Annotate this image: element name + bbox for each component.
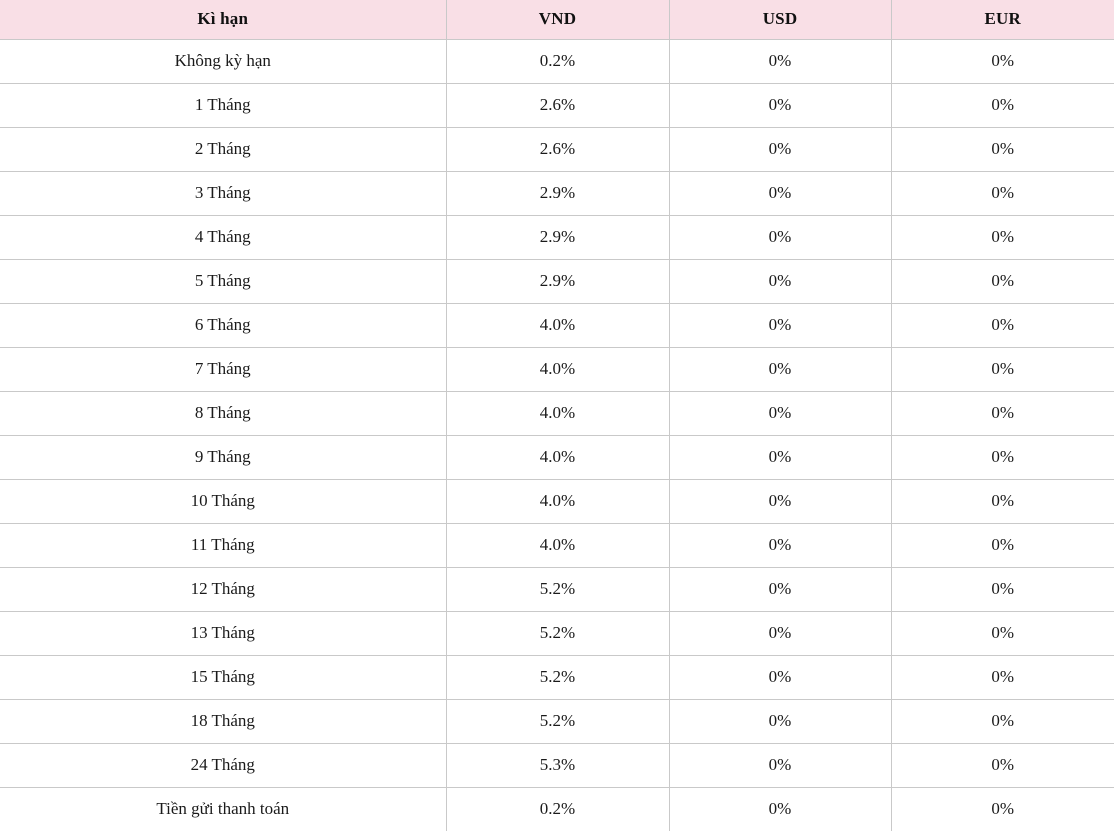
cell-vnd: 5.2%	[446, 612, 669, 656]
cell-term: 2 Tháng	[0, 128, 446, 172]
table-row	[0, 568, 1114, 612]
cell-vnd: 4.0%	[446, 436, 669, 480]
cell-usd: 0%	[669, 480, 891, 524]
cell-eur: 0%	[891, 260, 1114, 304]
cell-term: 4 Tháng	[0, 216, 446, 260]
cell-eur: 0%	[891, 128, 1114, 172]
cell-vnd: 4.0%	[446, 348, 669, 392]
cell-eur: 0%	[891, 172, 1114, 216]
cell-vnd: 2.6%	[446, 128, 669, 172]
cell-eur: 0%	[891, 216, 1114, 260]
cell-usd: 0%	[669, 216, 891, 260]
table-row	[0, 744, 1114, 788]
cell-eur: 0%	[891, 612, 1114, 656]
cell-vnd: 5.2%	[446, 656, 669, 700]
cell-term: 3 Tháng	[0, 172, 446, 216]
cell-term: 18 Tháng	[0, 700, 446, 744]
cell-eur: 0%	[891, 436, 1114, 480]
table-row	[0, 128, 1114, 172]
cell-usd: 0%	[669, 260, 891, 304]
cell-eur: 0%	[891, 744, 1114, 788]
cell-vnd: 2.9%	[446, 216, 669, 260]
table-header-row	[0, 0, 1114, 40]
cell-term: 10 Tháng	[0, 480, 446, 524]
table-row	[0, 436, 1114, 480]
cell-eur: 0%	[891, 568, 1114, 612]
cell-vnd: 5.2%	[446, 568, 669, 612]
cell-eur: 0%	[891, 304, 1114, 348]
cell-eur: 0%	[891, 348, 1114, 392]
cell-term: 6 Tháng	[0, 304, 446, 348]
cell-vnd: 2.9%	[446, 260, 669, 304]
column-header-vnd: VND	[446, 0, 669, 40]
cell-term: 12 Tháng	[0, 568, 446, 612]
cell-usd: 0%	[669, 40, 891, 84]
cell-usd: 0%	[669, 172, 891, 216]
table-row	[0, 260, 1114, 304]
table-row	[0, 700, 1114, 744]
cell-usd: 0%	[669, 84, 891, 128]
cell-usd: 0%	[669, 392, 891, 436]
cell-vnd: 4.0%	[446, 304, 669, 348]
cell-vnd: 4.0%	[446, 480, 669, 524]
cell-usd: 0%	[669, 304, 891, 348]
table-row	[0, 612, 1114, 656]
table-body	[0, 40, 1114, 831]
table-row	[0, 524, 1114, 568]
cell-term: 5 Tháng	[0, 260, 446, 304]
cell-usd: 0%	[669, 128, 891, 172]
table-row	[0, 40, 1114, 84]
cell-usd: 0%	[669, 612, 891, 656]
cell-eur: 0%	[891, 788, 1114, 831]
cell-vnd: 5.3%	[446, 744, 669, 788]
table-row	[0, 172, 1114, 216]
table-row	[0, 392, 1114, 436]
cell-usd: 0%	[669, 348, 891, 392]
cell-term: 8 Tháng	[0, 392, 446, 436]
cell-usd: 0%	[669, 568, 891, 612]
cell-eur: 0%	[891, 656, 1114, 700]
table-row	[0, 788, 1114, 831]
cell-vnd: 2.6%	[446, 84, 669, 128]
cell-eur: 0%	[891, 84, 1114, 128]
cell-vnd: 2.9%	[446, 172, 669, 216]
cell-usd: 0%	[669, 656, 891, 700]
cell-usd: 0%	[669, 436, 891, 480]
column-header-term: Kì hạn	[0, 0, 446, 40]
cell-usd: 0%	[669, 524, 891, 568]
table-row	[0, 348, 1114, 392]
cell-usd: 0%	[669, 744, 891, 788]
column-header-usd: USD	[669, 0, 891, 40]
cell-vnd: 5.2%	[446, 700, 669, 744]
cell-eur: 0%	[891, 480, 1114, 524]
cell-term: 7 Tháng	[0, 348, 446, 392]
table-row	[0, 656, 1114, 700]
cell-vnd: 0.2%	[446, 788, 669, 831]
cell-term: Không kỳ hạn	[0, 40, 446, 84]
cell-term: 15 Tháng	[0, 656, 446, 700]
table-header	[0, 0, 1114, 40]
cell-term: 13 Tháng	[0, 612, 446, 656]
cell-term: Tiền gửi thanh toán	[0, 788, 446, 831]
table-row	[0, 84, 1114, 128]
cell-term: 9 Tháng	[0, 436, 446, 480]
cell-term: 1 Tháng	[0, 84, 446, 128]
cell-vnd: 0.2%	[446, 40, 669, 84]
table-row	[0, 304, 1114, 348]
cell-vnd: 4.0%	[446, 392, 669, 436]
cell-usd: 0%	[669, 700, 891, 744]
cell-eur: 0%	[891, 40, 1114, 84]
cell-eur: 0%	[891, 700, 1114, 744]
cell-term: 24 Tháng	[0, 744, 446, 788]
table-row	[0, 480, 1114, 524]
cell-vnd: 4.0%	[446, 524, 669, 568]
cell-term: 11 Tháng	[0, 524, 446, 568]
cell-eur: 0%	[891, 392, 1114, 436]
cell-usd: 0%	[669, 788, 891, 831]
table-row	[0, 216, 1114, 260]
cell-eur: 0%	[891, 524, 1114, 568]
column-header-eur: EUR	[891, 0, 1114, 40]
